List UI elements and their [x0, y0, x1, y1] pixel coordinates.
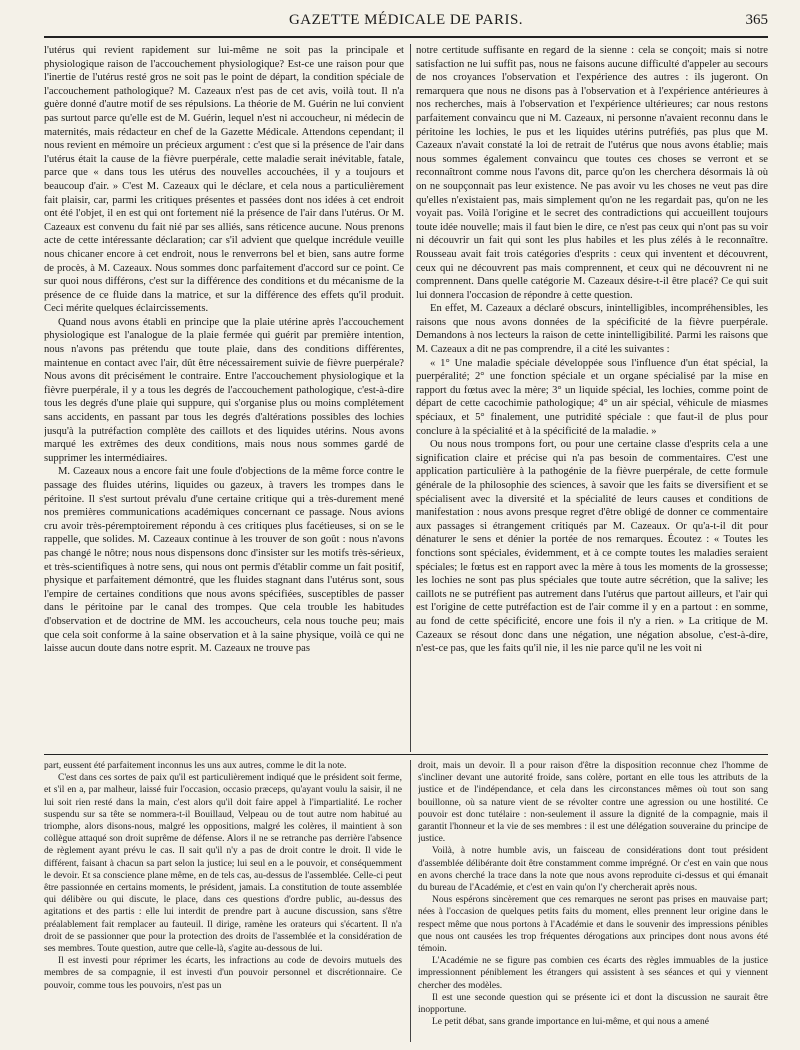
paragraph: Il est investi pour réprimer les écarts, les infractions au code de devoirs mutuels des membres de sa compagnie, il est investi d'un pouvoir personnel et discrétionnaire. Ce pouvoir, comme tous les pouvoirs, n'est pas un: [44, 956, 402, 991]
lower-left-column: [44, 760, 402, 1046]
paragraph: M. Cazeaux nous a encore fait une foule d'objections de la même force contre le passage des fluides utérins, liquides ou gazeux, à travers les trompes dans le péritoine. Il s'est surtout prévalu d'une certaine critique qui a très-durement mené nos premières communications académiques concernant ce passage. Nous avions cru avoir très-péremptoirement répondu à ces critiques plus facétieuses, si on se le rappelle, que solides. M. Cazeaux continue à les trouver de son goût : nous n'avons pas changé le nôtre; nous nous dispensons donc d'insister sur les motifs très-sérieux, et très-scientifiques à notre sens, qui nous ont permis d'établir comme un fait positif, physique et parfaitement démontré, que les fluides stagnant dans l'utérus sont, sous l'empire de certaines conditions que nous avons spécifiées, susceptibles de passer dans le péritoine par le canal des trompes. Que cela trouble les habitudes d'observation et de doctrine de MM. les accoucheurs, cela nous touche peu; mais que cela soit conforme à la saine observation et à la saine physique, voilà ce qui ne laisse aucun doute dans notre esprit. M. Cazeaux ne trouve pas: [44, 466, 404, 655]
paragraph: Il est une seconde question qui se présente ici et dont la discussion ne saurait être inopportune.: [418, 992, 768, 1016]
paragraph: l'utérus qui revient rapidement sur lui-même ne soit pas la principale et physiologique raison de l'accouchement physiologique? Est-ce une raison pour que l'inertie de l'utérus resté gros ne soit pas le point de départ, la condition spéciale de l'accouchement pathologique? M. Cazeaux n'est pas de cet avis, voilà tout. Il n'a guère donné d'autre motif de ses répulsions. La théorie de M. Guérin ne lui convient pas surtout parce qu'elle est de M. Guérin, lequel n'est ni accoucheur, ni médecin de maternités, mais rédacteur en chef de la Gazette Médicale. Attendons cependant; il nous revient en mémoire un précieux argument : c'est que si la présence de l'air dans l'utérus était la cause de la fièvre puerpérale, cette maladie serait inévitable, fatale, parce que « dans tous les utérus des nouvelles accouchées, il y a toujours et beaucoup d'air. » C'est M. Cazeaux qui le déclare, et cela nous a particulièrement fait plaisir, car, parmi les critiques présentes et passées dont nos idées à cet endroit ont été l'objet, il en est qui ont fortement nié la présence de l'air dans l'utérus. Or M. Cazeaux est convenu du fait nié par ses alliés, sans réticence aucune. Nous prenons acte de cette intéressante déclaration; car s'il advient que quelque incrédule veuille nous chicaner encore à cet endroit, nous le renverrons bel et bien, sans autre forme de procès, à M. Cazeaux. Nous sommes donc parfaitement d'accord sur ce point. Ce sur quoi nous différons, c'est sur la différence des conditions et du mécanisme de la présence de ce fluide dans la matrice, et sur la différence des effets qu'il produit. Ceci mérite quelques éclaircissements.: [44, 45, 404, 315]
paragraph: C'est dans ces sortes de paix qu'il est particulièrement indiqué que le président soit ferme, et s'il en a, par malheur, laissé fuir l'occasion, occasio præceps, qu'ayant voulu la saisir, il ne lui soit rien resté dans la main, c'est alors qu'il doit faire appel à l'impartialité. Le rocher suspendu sur sa tête se nommera-t-il Bouillaud, Velpeau ou de tout autre nom habitué au triomphe, alors disons-nous, malgré les oppositions, malgré les colères, il maintient à son collègue attaqué son droit suprême de défense. Alors il ne se retranche pas derrière l'absence de règlement ayant prévu le cas. Il sait qu'il n'y a pas de droit contre le droit. Il vide le différent, faisant à chacun sa part selon la justice; lui seul en a le pouvoir, et conséquemment le devoir. Et sa conscience plane même, en de tels cas, au-dessus de l'assemblée. Celle-ci peut être passionnée en certains moments, le président, jamais. La constitution de toute assemblée qui délibère ou qui discute, le place, dans ces questions d'ordre public, au-dessus des agitations et des partis : elle lui interdit de prendre part à aucune discussion, sans s'être préalablement fait remplacer au fauteuil. Il dirige, ramène les orateurs qui s'écartent. Il n'a droit de se passionner que pour la protection des droits de l'assemblée et la considération de ses membres. Toute question, autre que celle-là, s'agite au-dessous de lui.: [44, 773, 402, 955]
paragraph: part, eussent été parfaitement inconnus les uns aux autres, comme le dit la note.: [44, 761, 347, 771]
paragraph: droit, mais un devoir. Il a pour raison d'être la disposition reconnue chez l'homme de s'incliner devant une autorité froide, sans colère, portant en elle tous les attributs de la justice et de l'indépendance, et cela dans les circonstances mêmes où tout son sang bouillonne, où sa nature vient de se révolter contre une agression ou une hostilité. Ce pouvoir est donc tutélaire : non-seulement il assure la dignité de la compagnie, mais il garantit l'honneur et la vie de ses membres : il est une délégation souveraine du principe de justice.: [418, 761, 768, 845]
column-divider: [410, 44, 411, 752]
page-header: [44, 12, 768, 38]
quoted-paragraph: « 1° Une maladie spéciale développée sous l'influence d'un état spécial, la puerpéralité; 2° une fonction spéciale et un organe spécialisé par la mise en rapport du fœtus avec la mère; 3° un liquide spécial, les lochies, comme point de départ de cette cacochimie pathologique; 4° un air spécial, véhicule de miasmes spéciaux, et 5° finalement, une putridité spéciale : que faut-il de plus pour conclure à la spécialité et à la spécificité de la maladie. »: [416, 357, 768, 437]
page-number: 365: [745, 12, 768, 28]
paragraph: notre certitude suffisante en regard de la sienne : cela se conçoit; mais si notre satisfaction ne lui suffit pas, nous ne faisons aucune difficulté d'appeler au secours de nos croyances l'observation et l'expérience des autres : ils jugeront. On remarquera que nous ne disons pas à l'observation et à l'expérience antérieures à nos recherches, mais à l'observation et l'expérience ultérieures; car nous restons parfaitement convaincu que ni M. Cazeaux, ni personne n'avaient reconnu dans le péritoine les lochies, le pus et les liquides utérins putréfiés, pas plus que M. Cazeaux n'avait constaté la loi de retrait de l'utérus que nous avons établie; mais nous sommes également convaincu que toutes ces choses se verront et se reconnaîtront comme nous l'avons dit, parce qu'on les cherchera désormais là où on ne soupçonnait pas leur existence. Ne pas avoir vu les choses ne veut pas dire qu'elles n'existaient pas, mais simplement qu'on ne les regardait pas, qu'on ne les voyait pas. Voilà l'origine et le secret des contradictions qui accueillent toujours toute idée nouvelle; mais il faut bien le dire, ce n'est pas ceux qui n'ont pas su voir ni découvrir un fait qui sont les plus habiles et les plus zélés à le reconnaître. Rousseau avait fait trois catégories d'esprits : ceux qui inventent et découvrent, ceux qui ne découvrent pas mais comprennent, et ceux qui ne découvrent ni ne comprennent. Dans quelle catégorie M. Cazeaux désire-t-il être placé? Ce qui suit lui donnera l'occasion de répondre à cette question.: [416, 45, 768, 301]
paragraph: L'Académie ne se figure pas combien ces écarts des règles immuables de la justice impressionnent péniblement les étrangers qui assistent à ses séances et qui y viennent chercher des modèles.: [418, 956, 768, 991]
paragraph: Le petit débat, sans grande importance en lui-même, et qui nous a amené: [432, 1017, 709, 1028]
paragraph: Ou nous nous trompons fort, ou pour une certaine classe d'esprits cela a une signification claire et précise qui n'a pas besoin de commentaires. C'est une application particulière à la pathogénie de la fièvre puerpérale, de cette formule générale de la philosophie des sciences, à savoir que les faits se diversifient et se spécialisent avec la diversité et la spécialité de leurs causes et conditions de manifestation : nous avons presque regret d'être obligé de donner ce commentaire aux passages si étrangement critiqués par M. Cazeaux. Or qu'a-t-il dit pour dénaturer le sens et dénier la portée de nos remarques. Écoutez : « Toutes les fonctions sont spéciales, évidemment, et à ce compte toutes les maladies seraient spéciales; le fœtus est en rapport avec la mère à tous les moments de la grossesse; les lochies ne sont pas plus spéciales que toute autre sécrétion, que la salive; les caillots ne se putréfient pas autrement dans l'utérus que partout ailleurs, et l'air qui est l'origine de cette putréfaction est de l'air comme il y en a partout : en somme, au fond de cette spécificité, encore une fois il n'y a rien. » La critique de M. Cazeaux se résout donc dans une négation, une négation absolue, c'est-à-dire, n'est-ce pas, que les faits qu'il nie, il les nie parce qu'il ne les voit ni: [416, 439, 768, 655]
upper-left-column: [44, 44, 404, 749]
paragraph: En effet, M. Cazeaux a déclaré obscurs, inintelligibles, incompréhensibles, les raisons que nous avons données de la spécificité de la fièvre puerpérale. Demandons à nos lecteurs la raison de cette inintelligibilité. Parmi les raisons que M. Cazeaux a dit ne pas comprendre, il a cité les suivantes :: [416, 303, 768, 356]
section-rule: [44, 754, 768, 755]
paragraph: Nous espérons sincèrement que ces remarques ne seront pas prises en mauvaise part; nées à l'occasion de quelques petits faits du moment, elles prennent leur origine dans le respect même que nous portons à l'Académie et dans le souvenir des impressions pénibles que nous ont causées les trop fréquentes dérogations aux principes dont nous avons été témoin.: [418, 895, 768, 955]
paragraph: Quand nous avons établi en principe que la plaie utérine après l'accouchement physiologique est l'analogue de la plaie fermée qui guérit par première intention, nous n'avons pas prétendu que toute plaie, dans des conditions différentes, maintenue en contact avec l'air, dût être nécessairement suivie de fièvre puerpérale? Nous avons dit précisément le contraire. Entre l'accouchement physiologique et la fièvre puerpérale, il y a tous les degrés de l'accouchement pathologique, c'est-à-dire tous les degrés d'une plaie qui suppure, qui s'organise plus ou moins complétement sans accidents, en passant par tous les degrés d'altérations possibles des lochies jusqu'à la putréfaction complète des caillots et des liquides utérins. Nous avons marqué les extrêmes des deux conditions, mais nous nous sommes gardé de supprimer les intermédiaires.: [44, 316, 404, 464]
upper-right-column: [416, 44, 768, 749]
header-rule: [44, 36, 768, 38]
column-divider: [410, 760, 411, 1042]
paragraph: Voilà, à notre humble avis, un faisceau de considérations dont tout président d'assemblée délibérante doit être constamment comme imprégné. Or c'est en vain que nous en avons cherché la trace dans la note que nous avons reproduite ci-dessus et qui émanait du bureau de l'Académie, et c'est en vain qu'on l'y chercherait après nous.: [418, 846, 768, 894]
running-head-title: GAZETTE MÉDICALE DE PARIS.: [288, 12, 524, 28]
lower-right-column: [418, 760, 768, 1046]
